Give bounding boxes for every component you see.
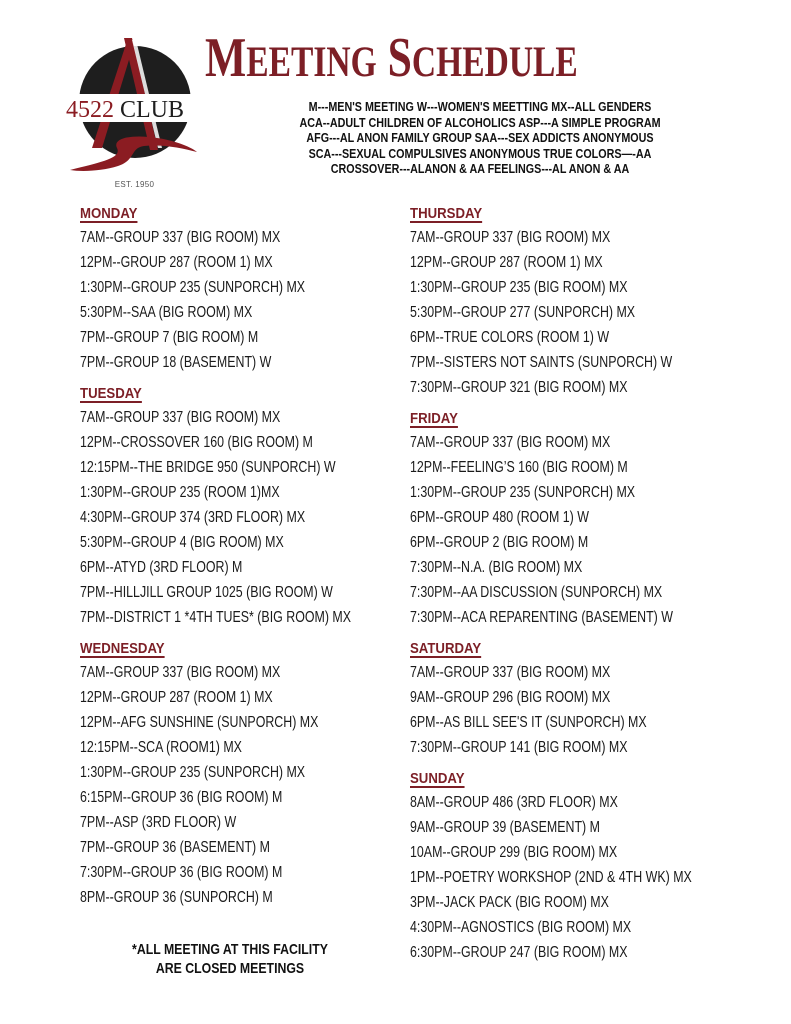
title-initial-1: M bbox=[205, 27, 247, 89]
meeting-entry: 12PM--GROUP 287 (ROOM 1) MX bbox=[410, 254, 603, 271]
meeting-entry: 8PM--GROUP 36 (SUNPORCH) M bbox=[80, 889, 273, 906]
day-thursday bbox=[410, 203, 750, 400]
svg-text:4522: 4522 bbox=[66, 97, 114, 123]
meeting-entry: 5:30PM--GROUP 277 (SUNPORCH) MX bbox=[410, 304, 636, 321]
note-line-2: ARE CLOSED MEETINGS bbox=[155, 960, 305, 977]
meeting-entry: 7:30PM--GROUP 36 (BIG ROOM) M bbox=[80, 864, 283, 881]
legend-line: SCA---SEXUAL COMPULSIVES ANONYMOUS TRUE COLORS—-AA bbox=[308, 146, 652, 161]
meeting-entry: 6PM--ATYD (3RD FLOOR) M bbox=[80, 559, 243, 576]
meeting-entry: 12PM--AFG SUNSHINE (SUNPORCH) MX bbox=[80, 714, 319, 731]
title-rest-2: CHEDULE bbox=[411, 39, 578, 86]
schedule-column-right bbox=[410, 203, 750, 973]
meeting-entry: 1:30PM--GROUP 235 (SUNPORCH) MX bbox=[80, 279, 306, 296]
meeting-entry: 7AM--GROUP 337 (BIG ROOM) MX bbox=[410, 229, 611, 246]
day-saturday bbox=[410, 638, 750, 760]
meeting-entry: 7:30PM--N.A. (BIG ROOM) MX bbox=[410, 559, 583, 576]
day-sunday bbox=[410, 768, 750, 965]
day-monday bbox=[80, 203, 400, 375]
meeting-entry: 7:30PM--ACA REPARENTING (BASEMENT) W bbox=[410, 609, 673, 626]
meeting-entry: 7:30PM--GROUP 321 (BIG ROOM) MX bbox=[410, 379, 628, 396]
meeting-entry: 7PM--ASP (3RD FLOOR) W bbox=[80, 814, 237, 831]
meeting-entry: 3PM--JACK PACK (BIG ROOM) MX bbox=[410, 894, 609, 911]
meeting-entry: 7PM--DISTRICT 1 *4TH TUES* (BIG ROOM) MX bbox=[80, 609, 351, 626]
day-heading: SATURDAY bbox=[410, 640, 482, 657]
day-heading: FRIDAY bbox=[410, 410, 458, 427]
meeting-entry: 6PM--GROUP 2 (BIG ROOM) M bbox=[410, 534, 589, 551]
meeting-entry: 6:30PM--GROUP 247 (BIG ROOM) MX bbox=[410, 944, 628, 961]
day-heading: THURSDAY bbox=[410, 205, 483, 222]
legend-line: AFG---AL ANON FAMILY GROUP SAA---SEX ADDICTS ANONYMOUS bbox=[306, 131, 654, 145]
meeting-entry: 12PM--CROSSOVER 160 (BIG ROOM) M bbox=[80, 434, 313, 451]
meeting-entry: 10AM--GROUP 299 (BIG ROOM) MX bbox=[410, 844, 618, 861]
day-friday bbox=[410, 408, 750, 630]
page-title bbox=[205, 22, 630, 99]
meeting-entry: 7PM--GROUP 7 (BIG ROOM) M bbox=[80, 329, 259, 346]
meeting-entry: 7PM--GROUP 36 (BASEMENT) M bbox=[80, 839, 270, 856]
meeting-entry: 7PM--GROUP 18 (BASEMENT) W bbox=[80, 354, 272, 371]
meeting-entry: 6:15PM--GROUP 36 (BIG ROOM) M bbox=[80, 789, 283, 806]
meeting-entry: 7AM--GROUP 337 (BIG ROOM) MX bbox=[80, 409, 281, 426]
day-wednesday bbox=[80, 638, 400, 910]
day-heading: MONDAY bbox=[80, 205, 138, 222]
schedule-column-left bbox=[80, 203, 400, 918]
meeting-entry: 7:30PM--GROUP 141 (BIG ROOM) MX bbox=[410, 739, 628, 756]
title-initial-2: S bbox=[387, 27, 412, 89]
meeting-entry: 7PM--SISTERS NOT SAINTS (SUNPORCH) W bbox=[410, 354, 673, 371]
meeting-entry: 9AM--GROUP 296 (BIG ROOM) MX bbox=[410, 689, 611, 706]
day-heading: TUESDAY bbox=[80, 385, 142, 402]
meeting-entry: 7AM--GROUP 337 (BIG ROOM) MX bbox=[80, 229, 281, 246]
meeting-entry: 1:30PM--GROUP 235 (SUNPORCH) MX bbox=[80, 764, 306, 781]
meeting-entry: 9AM--GROUP 39 (BASEMENT) M bbox=[410, 819, 600, 836]
meeting-entry: 12PM--FEELING’S 160 (BIG ROOM) M bbox=[410, 459, 628, 476]
logo-established-year: EST. 1950 bbox=[114, 180, 155, 189]
meeting-entry: 6PM--GROUP 480 (ROOM 1) W bbox=[410, 509, 589, 526]
meeting-entry: 12PM--GROUP 287 (ROOM 1) MX bbox=[80, 689, 273, 706]
meeting-entry: 5:30PM--SAA (BIG ROOM) MX bbox=[80, 304, 253, 321]
day-heading: SUNDAY bbox=[410, 770, 465, 787]
meeting-entry: 6PM--TRUE COLORS (ROOM 1) W bbox=[410, 329, 610, 346]
abbreviation-legend bbox=[240, 100, 720, 178]
club-logo bbox=[62, 30, 207, 195]
meeting-entry: 12PM--GROUP 287 (ROOM 1) MX bbox=[80, 254, 273, 271]
meeting-entry: 4:30PM--GROUP 374 (3RD FLOOR) MX bbox=[80, 509, 306, 526]
meeting-entry: 1:30PM--GROUP 235 (ROOM 1)MX bbox=[80, 484, 280, 501]
logo-emblem-icon bbox=[62, 30, 207, 180]
closed-meetings-note bbox=[80, 940, 380, 978]
meeting-entry: 1:30PM--GROUP 235 (SUNPORCH) MX bbox=[410, 484, 636, 501]
meeting-entry: 12:15PM--SCA (ROOM1) MX bbox=[80, 739, 242, 756]
svg-text:CLUB: CLUB bbox=[120, 97, 185, 123]
meeting-entry: 5:30PM--GROUP 4 (BIG ROOM) MX bbox=[80, 534, 284, 551]
meeting-entry: 7PM--HILLJILL GROUP 1025 (BIG ROOM) W bbox=[80, 584, 333, 601]
meeting-entry: 12:15PM--THE BRIDGE 950 (SUNPORCH) W bbox=[80, 459, 336, 476]
meeting-entry: 7:30PM--AA DISCUSSION (SUNPORCH) MX bbox=[410, 584, 663, 601]
day-heading: WEDNESDAY bbox=[80, 640, 165, 657]
meeting-entry: 1:30PM--GROUP 235 (BIG ROOM) MX bbox=[410, 279, 628, 296]
meeting-entry: 1PM--POETRY WORKSHOP (2ND & 4TH WK) MX bbox=[410, 869, 692, 886]
legend-line: M---MEN'S MEETING W---WOMEN'S MEETTING MX--ALL GENDERS bbox=[308, 100, 652, 114]
day-tuesday bbox=[80, 383, 400, 630]
meeting-entry: 8AM--GROUP 486 (3RD FLOOR) MX bbox=[410, 794, 618, 811]
meeting-entry: 6PM--AS BILL SEE'S IT (SUNPORCH) MX bbox=[410, 714, 647, 731]
meeting-entry: 7AM--GROUP 337 (BIG ROOM) MX bbox=[80, 664, 281, 681]
meeting-entry: 7AM--GROUP 337 (BIG ROOM) MX bbox=[410, 664, 611, 681]
meeting-entry: 4:30PM--AGNOSTICS (BIG ROOM) MX bbox=[410, 919, 632, 936]
note-line-1: *ALL MEETING AT THIS FACILITY bbox=[132, 941, 328, 958]
legend-line: ACA--ADULT CHILDREN OF ALCOHOLICS ASP---A SIMPLE PROGRAM bbox=[299, 115, 661, 130]
title-rest-1: EETING bbox=[246, 39, 377, 86]
meeting-entry: 7AM--GROUP 337 (BIG ROOM) MX bbox=[410, 434, 611, 451]
legend-line: CROSSOVER---ALANON & AA FEELINGS---AL ANON & AA bbox=[330, 162, 630, 176]
